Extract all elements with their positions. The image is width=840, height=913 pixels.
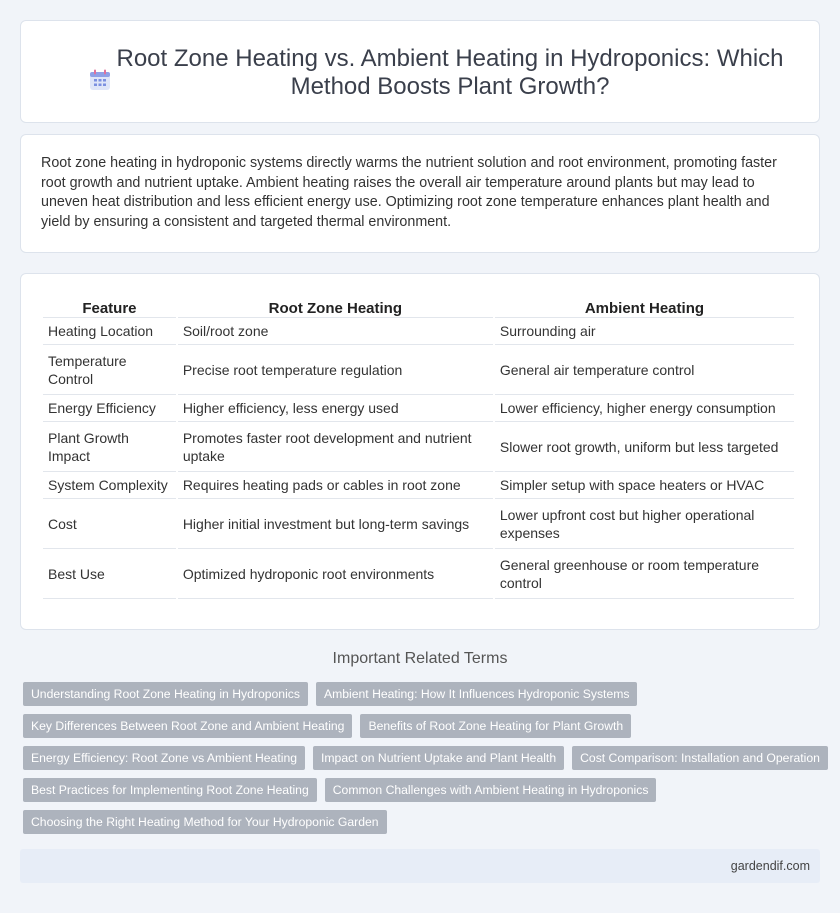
table-cell: General air temperature control <box>495 345 794 395</box>
related-term-tag[interactable]: Cost Comparison: Installation and Operation <box>572 746 828 770</box>
page-title: Root Zone Heating vs. Ambient Heating in Hydroponics: Which Method Boosts Plant Growth? <box>116 45 784 100</box>
table-cell: Higher efficiency, less energy used <box>178 395 493 422</box>
table-cell: Lower efficiency, higher energy consumption <box>495 395 794 422</box>
table-row <box>43 549 794 599</box>
related-term-tag[interactable]: Impact on Nutrient Uptake and Plant Health <box>313 746 564 770</box>
table-cell: Lower upfront cost but higher operational expenses <box>495 499 794 549</box>
table-row <box>43 422 794 472</box>
related-term-tag[interactable]: Energy Efficiency: Root Zone vs Ambient Heating <box>23 746 305 770</box>
related-term-tag[interactable]: Best Practices for Implementing Root Zone Heating <box>23 778 317 802</box>
related-term-tag[interactable]: Common Challenges with Ambient Heating in Hydroponics <box>325 778 657 802</box>
related-term-tag[interactable]: Choosing the Right Heating Method for Your Hydroponic Garden <box>23 810 387 834</box>
header-ambient-heating: Ambient Heating <box>495 296 794 318</box>
table-header-row <box>43 296 794 318</box>
table-cell: Simpler setup with space heaters or HVAC <box>495 472 794 499</box>
related-terms-tags <box>23 682 823 842</box>
table-cell: Plant Growth Impact <box>43 422 176 472</box>
table-row <box>43 318 794 345</box>
footer-site-link[interactable]: gardendif.com <box>730 859 810 873</box>
table-cell: Energy Efficiency <box>43 395 176 422</box>
table-row <box>43 499 794 549</box>
related-term-tag[interactable]: Ambient Heating: How It Influences Hydroponic Systems <box>316 682 638 706</box>
table-cell: Best Use <box>43 549 176 599</box>
related-term-tag[interactable]: Benefits of Root Zone Heating for Plant Growth <box>360 714 631 738</box>
intro-paragraph: Root zone heating in hydroponic systems directly warms the nutrient solution and root environment, promoting faster root growth and nutrient uptake. Ambient heating raises the overall air temperature around plants but may lead to uneven heat distribution and less efficient energy use. Optimizing root zone temperature enhances plant health and yield by ensuring a consistent and targeted thermal environment. <box>41 155 777 230</box>
table-cell: Soil/root zone <box>178 318 493 345</box>
intro-card <box>20 134 820 253</box>
title-card <box>20 20 820 123</box>
comparison-table-card <box>20 273 820 630</box>
table-cell: Surrounding air <box>495 318 794 345</box>
table-cell: Heating Location <box>43 318 176 345</box>
table-cell: Higher initial investment but long-term savings <box>178 499 493 549</box>
related-terms-heading: Important Related Terms <box>332 650 508 667</box>
table-cell: Optimized hydroponic root environments <box>178 549 493 599</box>
table-row <box>43 472 794 499</box>
header-root-zone-heating: Root Zone Heating <box>178 296 493 318</box>
table-cell: Slower root growth, uniform but less targeted <box>495 422 794 472</box>
table-row <box>43 395 794 422</box>
table-cell: Precise root temperature regulation <box>178 345 493 395</box>
table-cell: Promotes faster root development and nutrient uptake <box>178 422 493 472</box>
header-feature: Feature <box>43 296 176 318</box>
related-term-tag[interactable]: Key Differences Between Root Zone and Ambient Heating <box>23 714 352 738</box>
footer <box>20 849 820 883</box>
related-term-tag[interactable]: Understanding Root Zone Heating in Hydroponics <box>23 682 308 706</box>
table-cell: Requires heating pads or cables in root zone <box>178 472 493 499</box>
table-cell: Temperature Control <box>43 345 176 395</box>
table-cell: Cost <box>43 499 176 549</box>
table-row <box>43 345 794 395</box>
comparison-table <box>41 296 796 599</box>
table-cell: System Complexity <box>43 472 176 499</box>
table-cell: General greenhouse or room temperature control <box>495 549 794 599</box>
